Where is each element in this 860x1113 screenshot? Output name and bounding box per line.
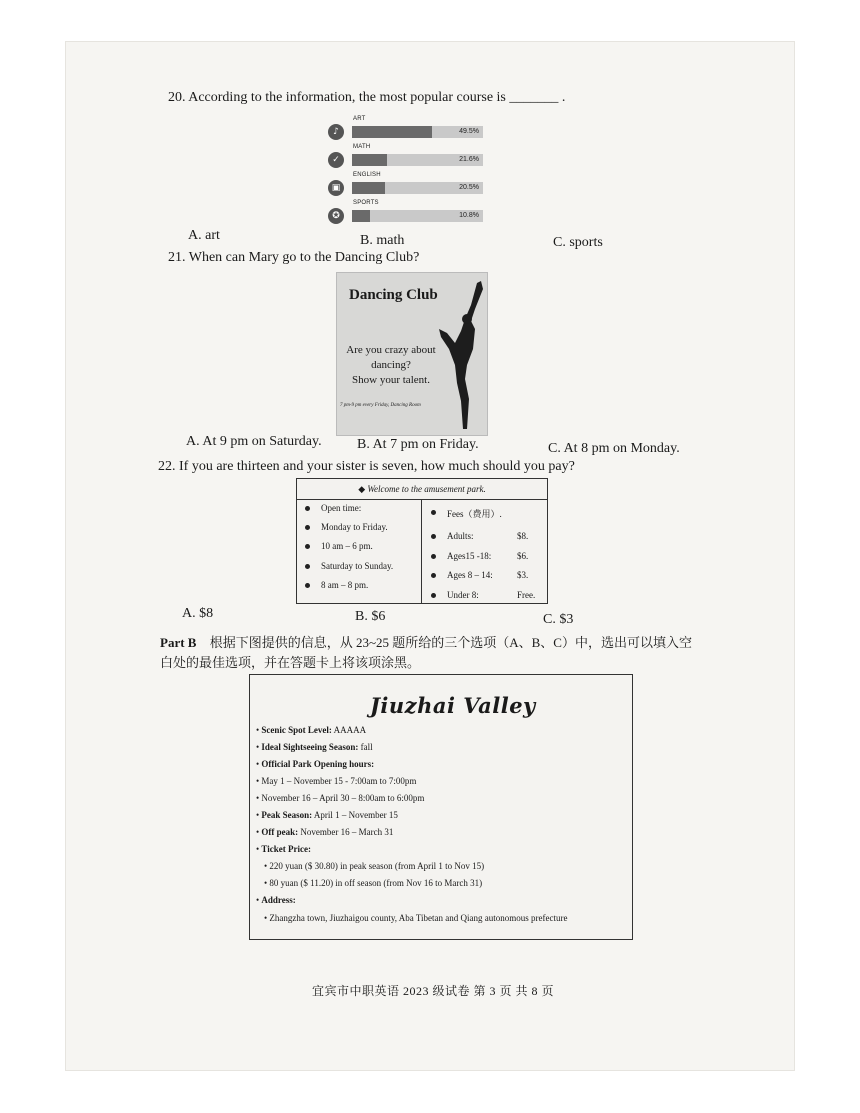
bar (352, 210, 370, 222)
dancer-silhouette (437, 279, 487, 435)
bar-track (352, 182, 483, 194)
jiuzhai-info-line (256, 725, 366, 735)
jiuzhai-line-text: April 1 – November 15 (312, 810, 398, 820)
poster-title: Dancing Club (349, 287, 438, 303)
jiuzhai-line-label: Address: (261, 895, 296, 905)
poster-line: dancing? (371, 359, 411, 371)
jiuzhai-info-line (256, 793, 424, 803)
jiuzhai-line-label: Ideal Sightseeing Season: (261, 742, 359, 752)
jiuzhai-info-line (264, 861, 484, 871)
jiuzhai-info-line (256, 742, 373, 752)
bar-row (328, 172, 488, 198)
bullet-icon (305, 506, 310, 511)
bar-category-label: ART (353, 116, 366, 122)
ball-icon: ✪ (328, 208, 344, 224)
jiuzhai-info-line (256, 810, 398, 820)
amusement-park-notice (296, 478, 548, 604)
bar-track (352, 126, 483, 138)
bullet-icon (431, 510, 436, 515)
jiuzhai-line-label: Scenic Spot Level: (261, 725, 332, 735)
park-fees-title: Fees（费用）. (447, 509, 502, 519)
fee-label: Adults: (447, 531, 474, 541)
part-b-line1: 根据下图提供的信息，从 23~25 题所给的三个选项（A、B、C）中，选出可以填入空 (209, 635, 692, 650)
part-b-label: Part B (160, 635, 197, 650)
bar (352, 182, 385, 194)
jiuzhai-line-label: Official Park Opening hours: (261, 759, 375, 769)
bar-category-label: ENGLISH (353, 172, 381, 178)
park-header-text: Welcome to the amusement park. (367, 484, 486, 494)
q21-option-a[interactable]: A. At 9 pm on Saturday. (186, 434, 322, 449)
question-22: 22. If you are thirteen and your sister is seven, how much should you pay? (158, 459, 575, 474)
jiuzhai-info-line (256, 844, 311, 854)
bullet-icon (305, 564, 310, 569)
page-footer: 宜宾市中职英语 2023 级试卷 第 3 页 共 8 页 (312, 984, 555, 998)
bar-value-label: 10.8% (459, 212, 479, 219)
bullet-icon: • (264, 878, 270, 888)
park-left-item: 10 am – 6 pm. (321, 541, 373, 551)
bar-category-label: MATH (353, 144, 371, 150)
diamond-icon: ◆ (358, 484, 366, 494)
bullet-icon (431, 554, 436, 559)
fee-label: Under 8: (447, 590, 479, 600)
poster-line: Show your talent. (352, 374, 430, 386)
fee-price: $8. (517, 531, 529, 541)
bullet-icon: • (256, 844, 262, 854)
jiuzhai-info-line (256, 827, 393, 837)
bullet-icon: • (256, 725, 262, 735)
bullet-icon: • (256, 793, 262, 803)
q22-option-a[interactable]: A. $8 (182, 606, 214, 621)
question-21: 21. When can Mary go to the Dancing Club? (168, 250, 420, 265)
bullet-icon: • (256, 759, 262, 769)
jiuzhai-line-label: Peak Season: (261, 810, 313, 820)
bullet-icon: • (264, 861, 270, 871)
jiuzhai-title: Jiuzhai Valley (370, 693, 536, 718)
fee-price: $6. (517, 551, 529, 561)
q22-option-b[interactable]: B. $6 (355, 609, 386, 624)
jiuzhai-valley-info (249, 674, 633, 940)
park-header (297, 479, 547, 500)
checkmark-icon: ✓ (328, 152, 344, 168)
bar-category-label: SPORTS (353, 200, 379, 206)
jiuzhai-line-label: Ticket Price: (261, 844, 311, 854)
park-divider (421, 499, 422, 603)
bullet-icon: • (256, 827, 262, 837)
bar-track (352, 210, 483, 222)
bullet-icon (305, 583, 310, 588)
part-b-instructions (160, 632, 692, 651)
q20-option-a[interactable]: A. art (188, 228, 220, 243)
q21-option-b[interactable]: B. At 7 pm on Friday. (357, 437, 479, 452)
fee-label: Ages15 -18: (447, 551, 492, 561)
park-left-item: Open time: (321, 503, 362, 513)
poster-line: Are you crazy about (346, 344, 436, 356)
book-icon: ▣ (328, 180, 344, 196)
jiuzhai-line-text: May 1 – November 15 - 7:00am to 7:00pm (261, 776, 417, 786)
question-20: 20. According to the information, the most popular course is _______ . (168, 90, 566, 105)
music-icon: ♪ (328, 124, 344, 140)
jiuzhai-line-label: Off peak: (261, 827, 299, 837)
jiuzhai-line-text: November 16 – April 30 – 8:00am to 6:00pm (261, 793, 425, 803)
dancing-club-poster (336, 272, 488, 436)
bullet-icon: • (256, 742, 262, 752)
bar-row (328, 116, 488, 142)
q20-option-b[interactable]: B. math (360, 233, 405, 248)
bullet-icon: • (256, 895, 262, 905)
bar-value-label: 20.5% (459, 184, 479, 191)
jiuzhai-info-line (256, 776, 416, 786)
bullet-icon (431, 573, 436, 578)
bar-value-label: 21.6% (459, 156, 479, 163)
park-left-item: 8 am – 8 pm. (321, 580, 369, 590)
jiuzhai-info-line (256, 895, 296, 905)
bullet-icon (305, 544, 310, 549)
part-b-line2: 白处的最佳选项，并在答题卡上将该项涂黑。 (160, 655, 421, 670)
jiuzhai-line-text: fall (358, 742, 373, 752)
bar-row (328, 144, 488, 170)
poster-footnote: 7 pm-9 pm every Friday, Dancing Room (340, 403, 421, 408)
q22-option-c[interactable]: C. $3 (543, 612, 574, 627)
fee-price: Free. (517, 590, 536, 600)
q20-option-c[interactable]: C. sports (553, 235, 603, 250)
park-left-item: Monday to Friday. (321, 522, 388, 532)
jiuzhai-line-text: November 16 – March 31 (298, 827, 394, 837)
jiuzhai-info-line (264, 878, 482, 888)
bullet-icon (431, 534, 436, 539)
bar-track (352, 154, 483, 166)
fee-price: $3. (517, 570, 529, 580)
jiuzhai-line-text: AAAAA (331, 725, 367, 735)
course-popularity-chart (328, 116, 488, 228)
jiuzhai-line-text: 220 yuan ($ 30.80) in peak season (from April 1 to Nov 15) (269, 861, 485, 871)
jiuzhai-line-text: Zhangzha town, Jiuzhaigou county, Aba Tibetan and Qiang autonomous prefecture (269, 913, 568, 923)
bar (352, 126, 432, 138)
park-left-item: Saturday to Sunday. (321, 561, 394, 571)
bar-row (328, 200, 488, 226)
bullet-icon: • (256, 776, 262, 786)
bullet-icon: • (256, 810, 262, 820)
q21-option-c[interactable]: C. At 8 pm on Monday. (548, 441, 680, 456)
poster-text (345, 343, 437, 388)
bullet-icon: • (264, 913, 270, 923)
jiuzhai-line-text: 80 yuan ($ 11.20) in off season (from Nov 16 to March 31) (269, 878, 483, 888)
bullet-icon (305, 525, 310, 530)
bar-value-label: 49.5% (459, 128, 479, 135)
bar (352, 154, 387, 166)
fee-label: Ages 8 – 14: (447, 570, 493, 580)
bullet-icon (431, 593, 436, 598)
jiuzhai-info-line (264, 913, 568, 923)
jiuzhai-info-line (256, 759, 374, 769)
